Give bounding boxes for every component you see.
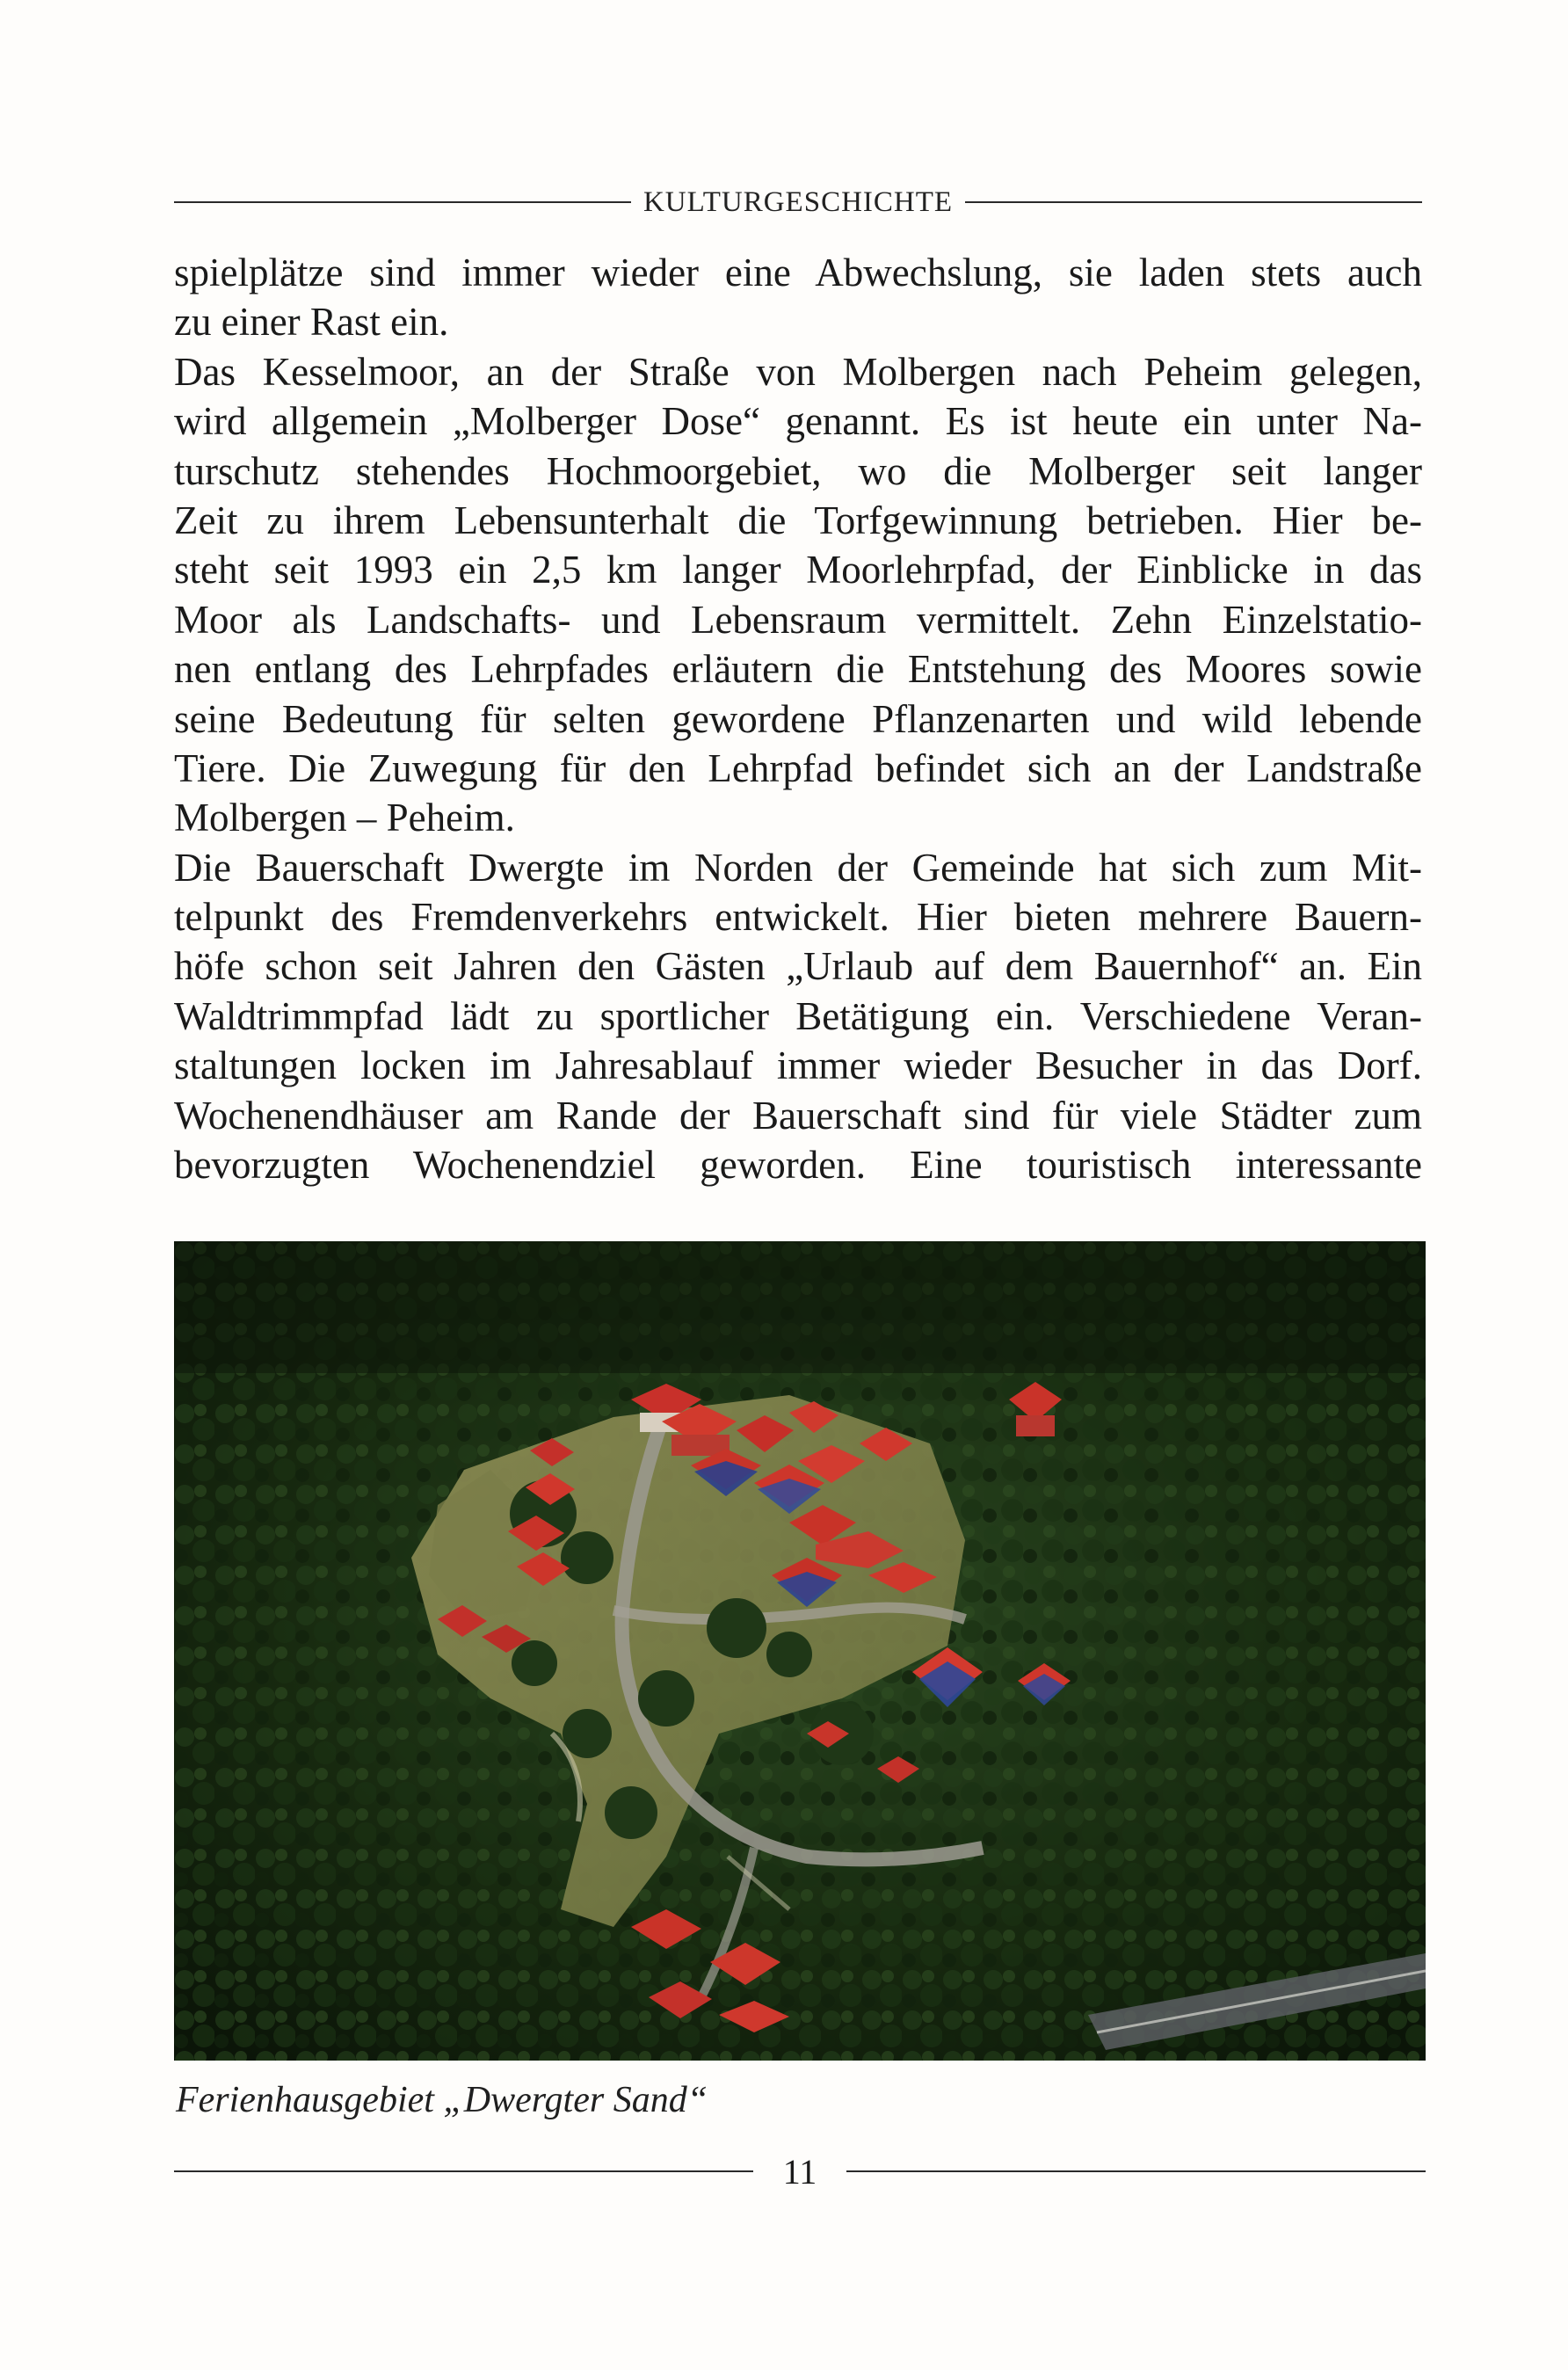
text-line: turschutz stehendes Hochmoorgebiet, wo die Molberger seit langer bbox=[174, 448, 1422, 493]
text-line: seine Bedeutung für selten gewordene Pflanzenarten und wild lebende bbox=[174, 696, 1422, 741]
text-line: staltungen locken im Jahresablauf immer wieder Besucher in das Dorf. bbox=[174, 1043, 1422, 1088]
section-title: KULTURGESCHICHTE bbox=[642, 185, 954, 218]
text-line: Moor als Landschafts- und Lebensraum vermittelt. Zehn Einzelstatio- bbox=[174, 597, 1422, 642]
text-line: bevorzugten Wochenendziel geworden. Eine touristisch interessante bbox=[174, 1143, 1422, 1188]
text-line: Molbergen – Peheim. bbox=[174, 796, 515, 840]
text-line: zu einer Rast ein. bbox=[174, 300, 449, 345]
text-line: nen entlang des Lehrpfades erläutern die Entstehung des Moores sowie bbox=[174, 647, 1422, 692]
text-line: Die Bauerschaft Dwergte im Norden der Gemeinde hat sich zum Mit- bbox=[174, 845, 1422, 890]
aerial-photo bbox=[174, 1241, 1426, 2061]
text-line: Tiere. Die Zuwegung für den Lehrpfad befindet sich an der Landstraße bbox=[174, 745, 1422, 790]
body-text bbox=[174, 248, 1422, 1189]
text-line: steht seit 1993 ein 2,5 km langer Moorlehrpfad, der Einblicke in das bbox=[174, 548, 1422, 592]
text-line: telpunkt des Fremdenverkehrs entwickelt. Hier bieten mehrere Bauern- bbox=[174, 895, 1422, 940]
header-rule-left bbox=[174, 201, 631, 203]
text-line: höfe schon seit Jahren den Gästen „Urlaub auf dem Bauernhof“ an. Ein bbox=[174, 944, 1422, 989]
footer-rule-left bbox=[174, 2170, 753, 2172]
text-line: wird allgemein „Molberger Dose“ genannt. Es ist heute ein unter Na- bbox=[174, 399, 1422, 444]
text-line: Wochenendhäuser am Rande der Bauerschaft sind für viele Städter zum bbox=[174, 1093, 1422, 1138]
figure-caption: Ferienhausgebiet „Dwergter Sand“ bbox=[176, 2080, 708, 2120]
text-line: Zeit zu ihrem Lebensunterhalt die Torfgewinnung betrieben. Hier be- bbox=[174, 498, 1422, 542]
text-line: Waldtrimmpfad lädt zu sportlicher Betätigung ein. Verschiedene Veran- bbox=[174, 993, 1422, 1038]
text-line: Das Kesselmoor, an der Straße von Molbergen nach Peheim gelegen, bbox=[174, 349, 1422, 394]
header-rule-right bbox=[965, 201, 1422, 203]
page-number: 11 bbox=[782, 2151, 817, 2192]
footer-rule-right bbox=[846, 2170, 1426, 2172]
page-footer bbox=[174, 2147, 1426, 2196]
running-header bbox=[174, 180, 1422, 224]
text-line: spielplätze sind immer wieder eine Abwechslung, sie laden stets auch bbox=[174, 251, 1422, 294]
